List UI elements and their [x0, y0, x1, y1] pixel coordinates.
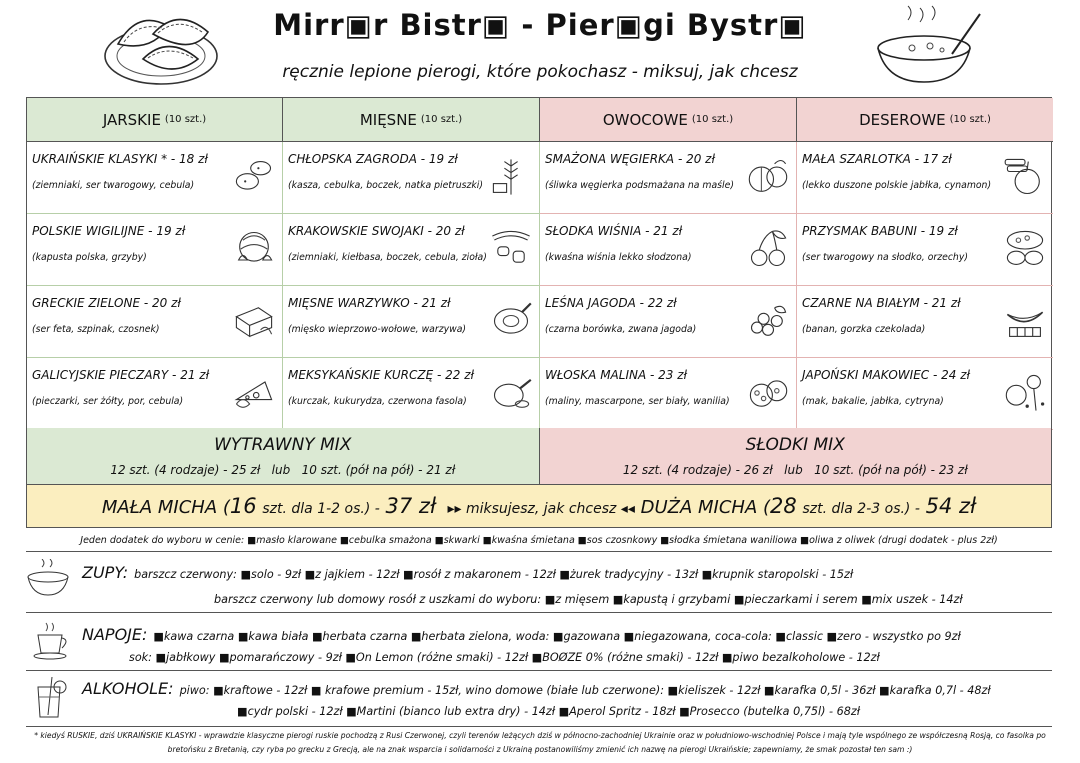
- dish-description: (kwaśna wiśnia lekko słodzona): [545, 252, 692, 263]
- dish-name: MIĘSNE WARZYWKO - 21 zł: [288, 296, 451, 310]
- drinks-line-1: ■kawa czarna ■kawa biała ■herbata czarna ■herbata zielona, woda: ■gazowana ■niegazowana, coca-cola: ■classic ■zero - wszystko po 9zł: [153, 630, 961, 643]
- alcohol-section: [26, 671, 1052, 727]
- drinks-section: [26, 613, 1052, 671]
- dish-description: (ziemniaki, kiełbasa, boczek, cebula, zioła): [288, 252, 487, 263]
- banana-icon: [1003, 298, 1047, 344]
- dish-description: (śliwka węgierka podsmażana na maśle): [545, 180, 734, 191]
- dish-name: GRECKIE ZIELONE - 20 zł: [32, 296, 181, 310]
- plum-icon: [746, 154, 790, 200]
- soups-line-2: barszcz czerwony lub domowy rosół z uszkami do wyboru: ■z mięsem ■kapustą i grzybami ■pieczarkami i serem ■mix uszek - 14zł: [214, 593, 963, 606]
- cherry-icon: [746, 226, 790, 272]
- savory-mix-prices: 12 szt. (4 rodzaje) - 25 zł lub 10 szt. (pół na pół) - 21 zł: [110, 463, 456, 477]
- dish-name: POLSKIE WIGILIJNE - 19 zł: [32, 224, 186, 238]
- dish-card: [540, 358, 797, 430]
- sweet-mix: [540, 428, 1052, 484]
- dish-card: [283, 214, 540, 286]
- dish-description: (mięsko wieprzowo-wołowe, warzywa): [288, 324, 467, 335]
- dish-name: MAŁA SZARLOTKA - 17 zł: [802, 152, 952, 166]
- pierogi-menu-grid: [26, 97, 1052, 429]
- bowl-offer-row: MAŁA MICHA (16 szt. dla 1-2 os.) - 37 zł ▸▸ miksujesz, jak chcesz ◂◂ DUŻA MICHA (28 szt. dla 2-3 os.) - 54 zł: [26, 485, 1052, 528]
- category-jarskie: JARSKIE (10 szt.): [27, 98, 283, 142]
- dish-description: (kapusta polska, grzyby): [32, 252, 147, 263]
- dish-name: SMAŻONA WĘGIERKA - 20 zł: [545, 152, 715, 166]
- alcohol-heading: ALKOHOLE:: [82, 679, 174, 698]
- chicken-icon: [489, 370, 533, 416]
- drinks-line-2: sok: ■jabłkowy ■pomarańczowy - 9zł ■On Lemon (różne smaki) - 12zł ■BOØZE 0% (różne smaki) - 12zł ■piwo bezalkoholowe - 12zł: [129, 651, 880, 664]
- feta-icon: [232, 298, 276, 344]
- dish-card: [540, 286, 797, 358]
- savory-mix-title: WYTRAWNY MIX: [214, 435, 352, 455]
- dish-card: [540, 142, 797, 214]
- soups-section: [26, 553, 1052, 613]
- cheese-icon: [232, 370, 276, 416]
- dish-name: CZARNE NA BIAŁYM - 21 zł: [802, 296, 961, 310]
- savory-mix: [27, 428, 540, 484]
- potato-icon: [232, 154, 276, 200]
- dish-description: (mak, bakalie, jabłka, cytryna): [802, 396, 944, 407]
- dish-card: [27, 214, 283, 286]
- dish-card: [797, 142, 1053, 214]
- dish-description: (pieczarki, ser żółty, por, cebula): [32, 396, 184, 407]
- dish-card: [27, 358, 283, 430]
- dish-name: SŁODKA WIŚNIA - 21 zł: [545, 224, 683, 238]
- sweet-mix-title: SŁODKI MIX: [745, 435, 845, 455]
- cocktail-glass-icon: [30, 675, 70, 723]
- dish-card: [797, 214, 1053, 286]
- dish-card: [797, 286, 1053, 358]
- page-title: Mirr▣r Bistr▣ - Pier▣gi Bystr▣: [273, 8, 807, 42]
- dish-card: [283, 286, 540, 358]
- alcohol-line-1: piwo: ■kraftowe - 12zł ■ krafowe premium - 15zł, wino domowe (białe lub czerwone): ■kieliszek - 12zł ■karafka 0,5l - 36zł ■karafka 0,7l - 48zł: [179, 684, 991, 697]
- dish-description: (maliny, mascarpone, ser biały, wanilia): [545, 396, 730, 407]
- dish-name: KRAKOWSKIE SWOJAKI - 20 zł: [288, 224, 465, 238]
- dish-description: (czarna borówka, zwana jagoda): [545, 324, 697, 335]
- dish-description: (ziemniaki, ser twarogowy, cebula): [32, 180, 195, 191]
- category-deserowe: DESEROWE (10 szt.): [797, 98, 1053, 142]
- soup-icon: [26, 559, 72, 599]
- raspberry-icon: [746, 370, 790, 416]
- dish-description: (kurczak, kukurydza, czerwona fasola): [288, 396, 467, 407]
- dish-description: (ser feta, szpinak, czosnek): [32, 324, 160, 335]
- sweet-mix-prices: 12 szt. (4 rodzaje) - 26 zł lub 10 szt. (pół na pół) - 23 zł: [622, 463, 968, 477]
- alcohol-line-2: ■cydr polski - 12zł ■Martini (bianco lub extra dry) - 14zł ■Aperol Spritz - 18zł ■Prosecco (butelka 0,75l) - 68zł: [237, 705, 860, 718]
- dish-name: JAPOŃSKI MAKOWIEC - 24 zł: [802, 368, 970, 382]
- poppy-icon: [1003, 370, 1047, 416]
- dish-card: [27, 142, 283, 214]
- walnut-icon: [1003, 226, 1047, 272]
- dish-name: CHŁOPSKA ZAGRODA - 19 zł: [288, 152, 458, 166]
- addons-line: Jeden dodatek do wyboru w cenie: ■masło klarowane ■cebulka smażona ■skwarki ■kwaśna śmietana ■sos czosnkowy ■słodka śmietana waniliowa ■oliwa z oliwek (drugi dodatek - plus 2zł): [26, 530, 1052, 552]
- coffee-cup-icon: [32, 621, 72, 661]
- dish-name: WŁOSKA MALINA - 23 zł: [545, 368, 687, 382]
- soups-heading: ZUPY:: [82, 563, 129, 582]
- dish-description: (ser twarogowy na słodko, orzechy): [802, 252, 968, 263]
- page-subtitle: ręcznie lepione pierogi, które pokochasz - miksuj, jak chcesz: [282, 62, 798, 82]
- dish-description: (kasza, cebulka, boczek, natka pietruszki): [288, 180, 483, 191]
- dish-name: MEKSYKAŃSKIE KURCZĘ - 22 zł: [288, 368, 474, 382]
- footnote: * kiedyś RUSKIE, dziś UKRAIŃSKIE KLASYKI - wprawdzie klasyczne pierogi ruskie pochodzą z Rusi Czerwonej, czyli terenów leżących dziś w północno-zachodniej Ukrainie oraz w południowo-wschodniej Polsce i mają tyle wspólnego ze współczesną Rosją, co fasolka po bretońsku z Bretanią, czy ryba po grecku z Grecją, ale na znak wsparcia i solidarności z Ukrainą postanowiliśmy zmienić ich nazwę na pierogi Ukraińskie; zapewniamy, że smak pozostał ten sam :): [34, 731, 1046, 754]
- wheat-icon: [489, 154, 533, 200]
- category-owocowe: OWOCOWE (10 szt.): [540, 98, 797, 142]
- dish-description: (lekko duszone polskie jabłka, cynamon): [802, 180, 992, 191]
- soups-line-1: barszcz czerwony: ■solo - 9zł ■z jajkiem - 12zł ■rosół z makaronem - 12zł ■żurek tradycyjny - 13zł ■krupnik staropolski - 15zł: [134, 568, 854, 581]
- drinks-heading: NAPOJE:: [82, 625, 148, 644]
- dish-card: [797, 358, 1053, 430]
- cabbage-icon: [232, 226, 276, 272]
- dish-name: UKRAIŃSKIE KLASYKI * - 18 zł: [32, 152, 208, 166]
- dish-name: PRZYSMAK BABUNI - 19 zł: [802, 224, 958, 238]
- category-miesne: MIĘSNE (10 szt.): [283, 98, 540, 142]
- dish-name: LEŚNA JAGODA - 22 zł: [545, 296, 677, 310]
- sausage-icon: [489, 226, 533, 272]
- meat-icon: [489, 298, 533, 344]
- dish-card: [540, 214, 797, 286]
- dish-card: [283, 142, 540, 214]
- dish-description: (banan, gorzka czekolada): [802, 324, 926, 335]
- dish-card: [283, 358, 540, 430]
- mix-row: [26, 428, 1052, 485]
- blueberry-icon: [746, 298, 790, 344]
- dish-name: GALICYJSKIE PIECZARY - 21 zł: [32, 368, 210, 382]
- apple-icon: [1003, 154, 1047, 200]
- dish-card: [27, 286, 283, 358]
